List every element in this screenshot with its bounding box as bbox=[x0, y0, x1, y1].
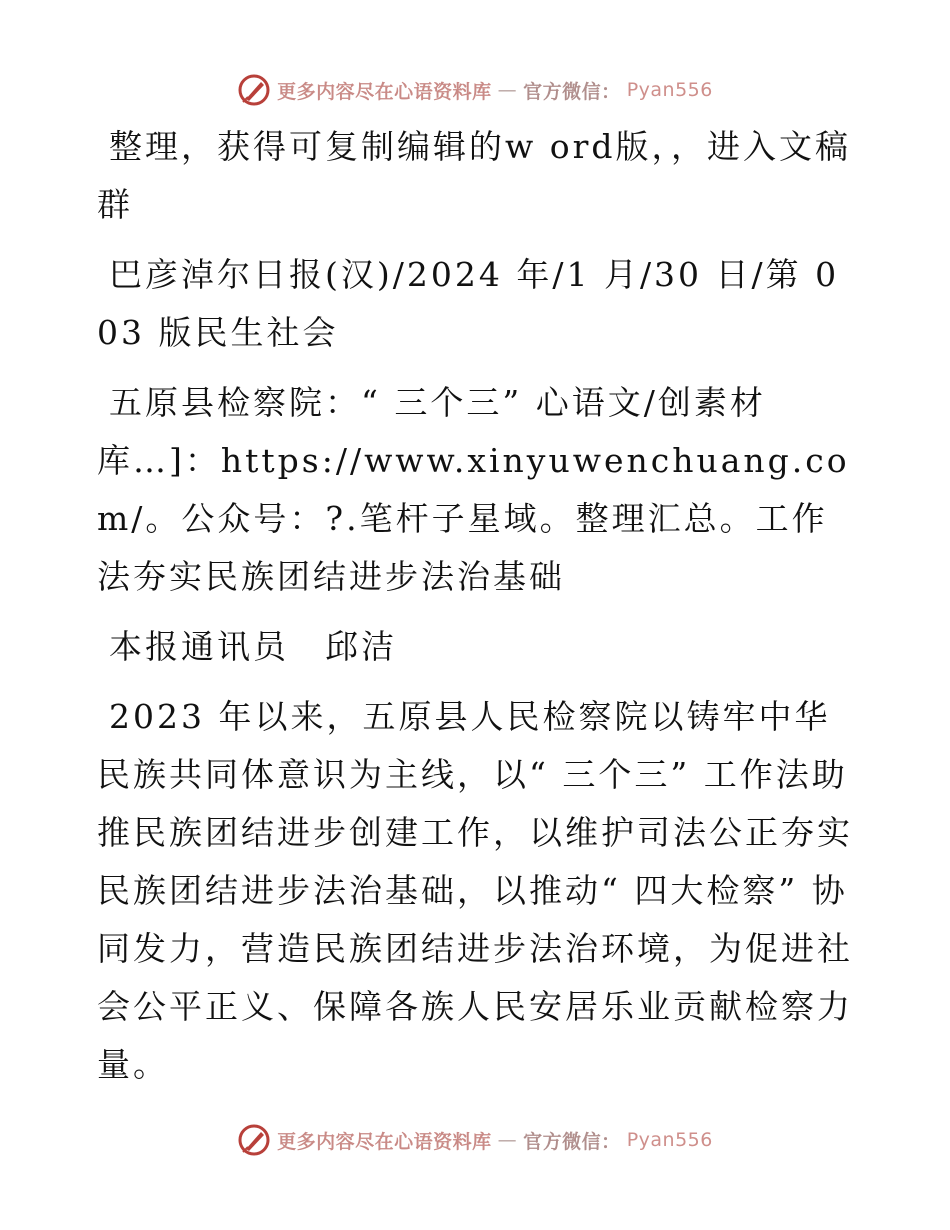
banner-contact-label: 官方微信： bbox=[523, 80, 621, 103]
banner-contact-label: 官方微信： bbox=[523, 1130, 621, 1153]
banner-main-text: 更多内容尽在心语资料库 bbox=[277, 1130, 492, 1153]
feather-pen-logo-icon bbox=[237, 73, 271, 107]
banner-separator: — bbox=[497, 1129, 518, 1151]
banner-contact-id: Pyan556 bbox=[626, 1129, 713, 1151]
byline: 本报通讯员 邱洁 bbox=[109, 627, 397, 666]
document-body bbox=[97, 118, 857, 1106]
banner-separator: — bbox=[497, 79, 518, 101]
feather-pen-logo-icon bbox=[237, 1123, 271, 1157]
body-paragraph: 2023 年以来，五原县人民检察院以铸牢中华民族共同体意识为主线，以“ 三个三” 工作法助推民族团结进步创建工作，以维护司法公正夯实民族团结进步法治基础，以推动“ 四大检察” 协同发力，营造民族团结进步法治环境，为促进社会公平正义、保障各族人民安居乐业贡献检察力量。 bbox=[97, 697, 853, 1084]
article-title: 五原县检察院：“ 三个三” 心语文/创素材库…]：https://www.xinyuwenchuang.com/。公众号：?.笔杆子星域。整理汇总。工作法夯实民族团结进步法治基础 bbox=[97, 383, 850, 596]
source-line: 巴彦淖尔日报(汉)/2024 年/1 月/30 日/第 003 版民生社会 bbox=[97, 255, 840, 352]
intro-note: 整理，获得可复制编辑的w ord版，，进入文稿群 bbox=[97, 127, 852, 224]
header-banner bbox=[0, 70, 950, 110]
banner-contact-id: Pyan556 bbox=[626, 79, 713, 101]
footer-banner bbox=[0, 1120, 950, 1160]
banner-main-text: 更多内容尽在心语资料库 bbox=[277, 80, 492, 103]
